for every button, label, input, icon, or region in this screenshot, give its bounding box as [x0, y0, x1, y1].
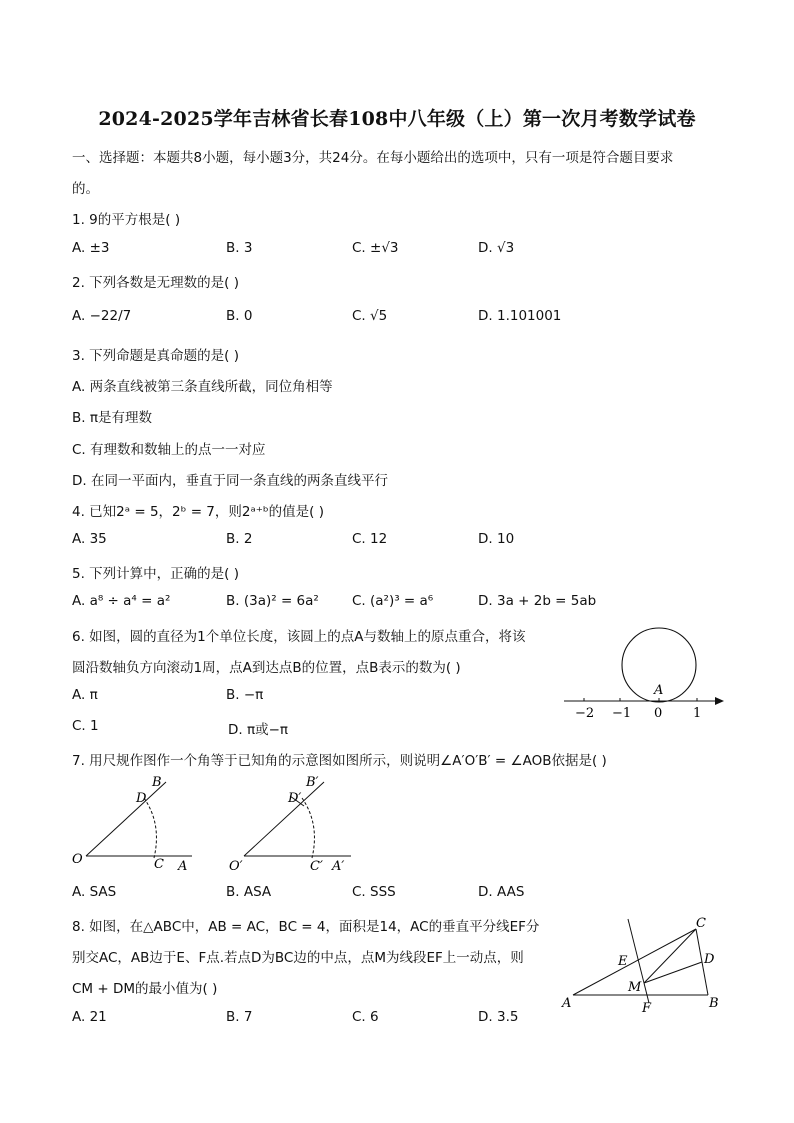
q1-option-a: A. ±3: [72, 240, 110, 256]
point-a-label: A: [654, 683, 664, 698]
q7-figure: [66, 772, 366, 872]
svg-text:O: O: [72, 852, 83, 867]
q4-option-d: D. 10: [478, 531, 515, 547]
svg-text:D′: D′: [288, 791, 302, 806]
axis-arrow-icon: [715, 697, 724, 705]
q7-stem: 7. 用尺规作图作一个角等于已知角的示意图如图所示，则说明∠A′O′B′ = ∠AOB依据是( ): [72, 753, 607, 769]
svg-text:B: B: [152, 775, 162, 790]
q7-option-d: D. AAS: [478, 884, 525, 900]
svg-text:C: C: [696, 916, 706, 931]
q1-option-c: C. ±√3: [352, 240, 399, 256]
q3-option-d: D. 在同一平面内，垂直于同一条直线的两条直线平行: [72, 473, 388, 489]
tick-label-0: 0: [654, 706, 663, 721]
svg-text:B′: B′: [306, 775, 319, 790]
svg-text:D: D: [136, 791, 147, 806]
q4-option-c: C. 12: [352, 531, 388, 547]
q5-option-d: D. 3a + 2b = 5ab: [478, 593, 597, 609]
svg-text:A′: A′: [332, 859, 345, 874]
q5-option-a: A. a⁸ ÷ a⁴ = a²: [72, 593, 171, 609]
q1-option-b: B. 3: [226, 240, 253, 256]
svg-text:M: M: [628, 980, 642, 995]
q8-stem-line1: 8. 如图，在△ABC中，AB = AC，BC = 4，面积是14，AC的垂直平分线EF分: [72, 919, 540, 935]
tick-label-neg2: −2: [575, 706, 595, 721]
q8-stem-line3: CM + DM的最小值为( ): [72, 981, 218, 997]
section-instruction-line1: 一、选择题：本题共8小题，每小题3分，共24分。在每小题给出的选项中，只有一项是符合题目要求: [72, 150, 674, 166]
svg-text:A: A: [178, 859, 188, 874]
q2-option-a: A. −22/7: [72, 308, 132, 324]
svg-text:E: E: [618, 954, 628, 969]
q2-stem: 2. 下列各数是无理数的是( ): [72, 275, 239, 291]
q1-stem: 1. 9的平方根是( ): [72, 212, 181, 228]
section-instruction-line2: 的。: [72, 181, 99, 197]
q3-stem: 3. 下列命题是真命题的是( ): [72, 348, 239, 364]
q4-option-b: B. 2: [226, 531, 253, 547]
q6-stem-line2: 圆沿数轴负方向滚动1周，点A到达点B的位置，点B表示的数为( ): [72, 660, 461, 676]
q2-option-c: C. √5: [352, 308, 388, 324]
svg-text:C′: C′: [310, 859, 323, 874]
q7-option-b: B. ASA: [226, 884, 272, 900]
q2-option-d: D. 1.101001: [478, 308, 562, 324]
tick-label-neg1: −1: [612, 706, 632, 721]
svg-text:C: C: [154, 857, 164, 872]
q7-option-a: A. SAS: [72, 884, 117, 900]
q8-figure: [558, 915, 728, 1015]
q8-option-c: C. 6: [352, 1009, 379, 1025]
q3-option-c: C. 有理数和数轴上的点一一对应: [72, 442, 266, 458]
svg-text:D: D: [704, 952, 715, 967]
q8-option-d: D. 3.5: [478, 1009, 519, 1025]
tick-label-1: 1: [693, 706, 702, 721]
svg-text:F: F: [642, 1001, 652, 1016]
q3-option-b: B. π是有理数: [72, 410, 152, 426]
q6-stem-line1: 6. 如图，圆的直径为1个单位长度，该圆上的点A与数轴上的原点重合，将该: [72, 629, 526, 645]
q5-option-c: C. (a²)³ = a⁶: [352, 593, 434, 609]
q6-option-d: D. π或−π: [228, 722, 289, 738]
q4-option-a: A. 35: [72, 531, 107, 547]
q1-option-d: D. √3: [478, 240, 515, 256]
q6-option-b: B. −π: [226, 687, 264, 703]
svg-text:A: A: [562, 996, 572, 1011]
q7-option-c: C. SSS: [352, 884, 396, 900]
svg-text:B: B: [709, 996, 719, 1011]
q6-figure: [560, 620, 730, 720]
svg-text:O′: O′: [229, 859, 243, 874]
q6-option-a: A. π: [72, 687, 98, 703]
q8-option-b: B. 7: [226, 1009, 253, 1025]
q8-stem-line2: 别交AC，AB边于E、F点.若点D为BC边的中点，点M为线段EF上一动点，则: [72, 950, 524, 966]
q5-option-b: B. (3a)² = 6a²: [226, 593, 319, 609]
q6-option-c: C. 1: [72, 718, 99, 734]
q3-option-a: A. 两条直线被第三条直线所截，同位角相等: [72, 379, 333, 395]
q8-option-a: A. 21: [72, 1009, 107, 1025]
q4-stem: 4. 已知2ᵃ = 5，2ᵇ = 7，则2ᵃ⁺ᵇ的值是( ): [72, 504, 324, 520]
q5-stem: 5. 下列计算中，正确的是( ): [72, 566, 239, 582]
page-title: 2024-2025学年吉林省长春108中八年级（上）第一次月考数学试卷: [98, 108, 696, 130]
q2-option-b: B. 0: [226, 308, 253, 324]
